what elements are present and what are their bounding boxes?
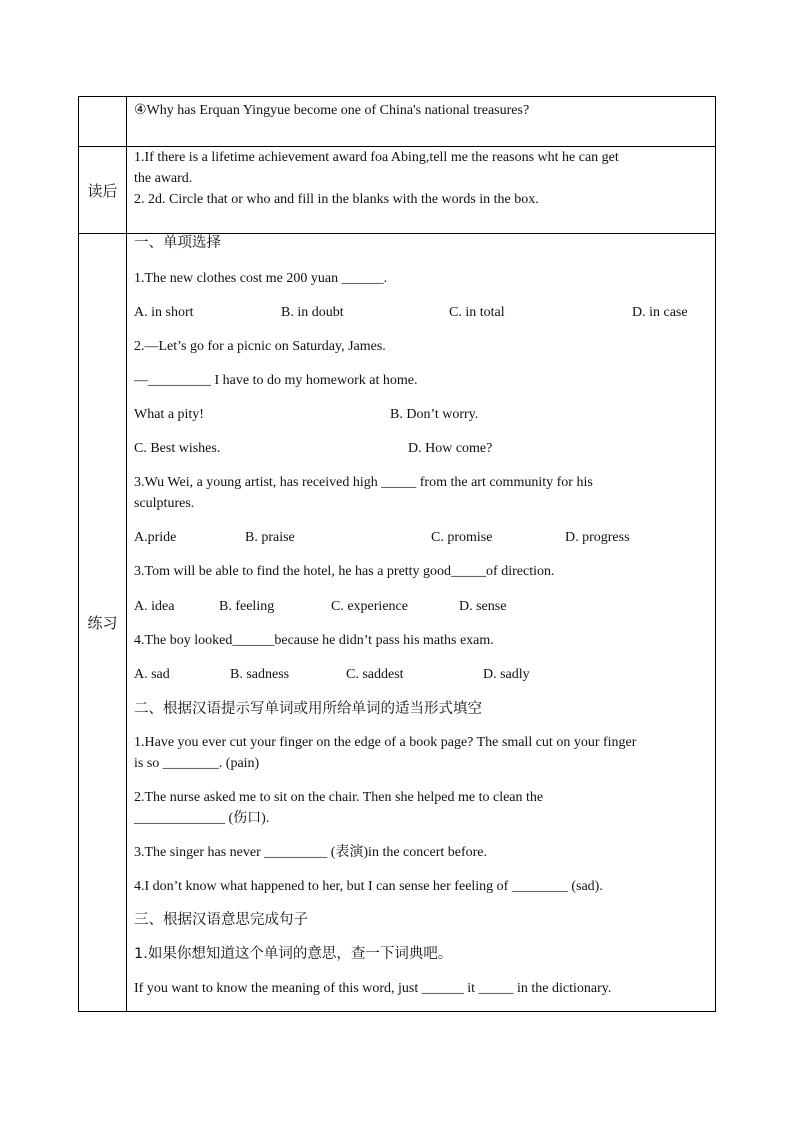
q1-stem: 1.The new clothes cost me 200 yuan ______. [134, 271, 388, 286]
q2-option-c: C. Best wishes. [134, 441, 221, 456]
after-reading-task-1: 1.If there is a lifetime achievement award foa Abing,tell me the reasons wht he can get [134, 150, 619, 165]
q1-option-b: B. in doubt [281, 305, 344, 320]
q2-option-d: D. How come? [408, 441, 493, 456]
translate-1-chinese: 1.如果你想知道这个单词的意思，查一下词典吧。 [134, 946, 453, 962]
q4-stem: 4.The boy looked______because he didn’t pass his maths exam. [134, 633, 494, 648]
q3-stem: 3.Wu Wei, a young artist, has received high _____ from the art community for his [134, 475, 593, 490]
fill-1-cont: is so ________. (pain) [134, 756, 260, 771]
q4-option-d: D. sadly [483, 667, 530, 682]
fill-4: 4.I don’t know what happened to her, but I can sense her feeling of ________ (sad). [134, 879, 603, 894]
fill-1: 1.Have you ever cut your finger on the edge of a book page? The small cut on your finger [134, 735, 637, 750]
q2-option-a: What a pity! [134, 407, 204, 422]
q4-option-b: B. sadness [230, 667, 290, 682]
q1-option-a: A. in short [134, 305, 194, 320]
fill-2-cont: _____________ (伤口). [134, 811, 270, 826]
practice-label: 练习 [87, 614, 118, 632]
after-reading-task-1-cont: the award. [134, 171, 193, 186]
after-reading-label: 读后 [87, 182, 118, 200]
column-divider [126, 97, 127, 1011]
translate-1-english: If you want to know the meaning of this word, just ______ it _____ in the dictionary. [134, 981, 612, 996]
q3-stem-cont: sculptures. [134, 496, 195, 511]
after-reading-task-2: 2. 2d. Circle that or who and fill in the blanks with the words in the box. [134, 192, 539, 207]
q3b-option-c: C. experience [331, 599, 408, 614]
q2-option-b: B. Don’t worry. [390, 407, 479, 422]
q2-reply: —_________ I have to do my homework at home. [134, 373, 418, 388]
fill-3: 3.The singer has never _________ (表演)in the concert before. [134, 845, 487, 860]
q3-option-d: D. progress [565, 530, 630, 545]
q3b-option-d: D. sense [459, 599, 507, 614]
q3b-option-a: A. idea [134, 599, 175, 614]
section-2-title: 二、根据汉语提示写单词或用所给单词的适当形式填空 [134, 701, 482, 717]
q4-option-a: A. sad [134, 667, 170, 682]
question-4: ④Why has Erquan Yingyue become one of China's national treasures? [134, 103, 530, 118]
row-divider [79, 146, 715, 147]
q3-option-a: A.pride [134, 530, 177, 545]
q2-stem: 2.—Let’s go for a picnic on Saturday, James. [134, 339, 386, 354]
lesson-table [78, 96, 716, 1012]
section-3-title: 三、根据汉语意思完成句子 [134, 912, 308, 928]
fill-2: 2.The nurse asked me to sit on the chair. Then she helped me to clean the [134, 790, 544, 805]
q3b-option-b: B. feeling [219, 599, 275, 614]
section-1-title: 一、单项选择 [134, 235, 221, 251]
q3b-stem: 3.Tom will be able to find the hotel, he has a pretty good_____of direction. [134, 564, 555, 579]
q4-option-c: C. saddest [346, 667, 404, 682]
q1-option-d: D. in case [632, 305, 688, 320]
q3-option-b: B. praise [245, 530, 295, 545]
q1-option-c: C. in total [449, 305, 505, 320]
q3-option-c: C. promise [431, 530, 493, 545]
